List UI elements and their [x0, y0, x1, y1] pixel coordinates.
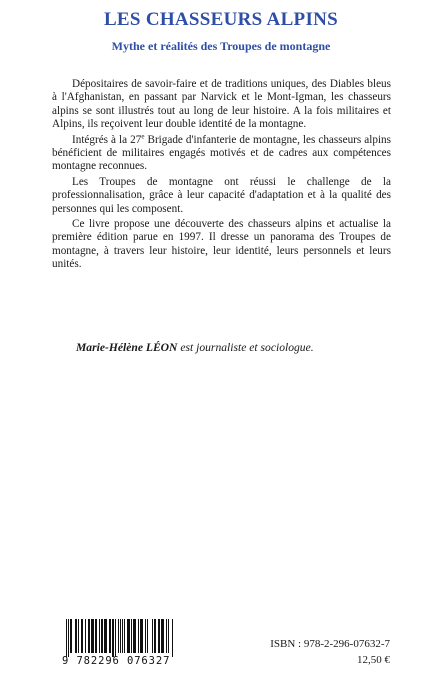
barcode-bar [109, 619, 110, 653]
barcode-bar [120, 619, 121, 653]
barcode-bar [142, 619, 143, 653]
barcode-bar [131, 619, 132, 653]
barcode-bar [145, 619, 146, 653]
book-title: LES CHASSEURS ALPINS [103, 9, 339, 30]
barcode-bar [89, 619, 90, 653]
price-label: 12,50 € [357, 654, 390, 666]
barcode-bar [101, 619, 102, 653]
author-name: Marie-Hélène LÉON [76, 341, 178, 354]
barcode-bar [140, 619, 141, 653]
barcode-bar [152, 619, 153, 653]
barcode-bar [134, 619, 135, 653]
ordinal-superscript: e [141, 131, 145, 140]
blurb-paragraph: Ce livre propose une découverte des chasseurs alpins et actualise la première édition parue en 1997. Il dresse un panorama des Troupes de montagne, à travers leur histoire, leur identité, leurs personnels et leurs unités. [52, 218, 391, 271]
barcode-bar [161, 619, 162, 653]
blurb-text: Intégrés à la 27 [72, 133, 142, 146]
barcode-bars [62, 619, 174, 657]
barcode-bar [172, 619, 173, 657]
barcode-bar [118, 619, 119, 653]
barcode-bar [71, 619, 72, 653]
author-bio [76, 341, 396, 354]
barcode-bar [99, 619, 100, 653]
barcode-bar [133, 619, 134, 653]
barcode-bar [68, 619, 69, 657]
blurb-text: Brigade d'infanterie de montagne, les chasseurs alpins bénéficient de militaires engagés motivés et de cadres aux compétences montagne reconnues. [52, 133, 391, 173]
barcode-bar [135, 619, 136, 653]
barcode-bar [70, 619, 71, 653]
barcode-bar [141, 619, 142, 653]
barcode-bar [75, 619, 76, 653]
barcode-digits: 9 782296 076327 [62, 655, 171, 667]
barcode-bar [122, 619, 123, 653]
barcode-bar [115, 619, 116, 657]
barcode-bar [147, 619, 148, 653]
barcode-bar [96, 619, 97, 653]
barcode-bar [138, 619, 139, 653]
barcode-bar [124, 619, 125, 653]
barcode-bar [95, 619, 96, 653]
blurb-paragraph: Dépositaires de savoir-faire et de traditions uniques, des Diables bleus à l'Afghanistan, en passant par Narvick et le Mont-Igman, les chasseurs alpins se sont illustrés tout au long de leur histoire. A la fois militaires et Alpins, ils reçoivent leur double identité de la montagne. [52, 78, 391, 131]
barcode-bar [113, 619, 114, 657]
barcode-bar [163, 619, 164, 653]
barcode-bar [85, 619, 86, 653]
barcode-bar [91, 619, 92, 653]
blurb-paragraph [52, 131, 391, 174]
barcode-bar [155, 619, 156, 653]
barcode-bar [104, 619, 105, 653]
barcode-bar [166, 619, 167, 653]
isbn-label: ISBN : 978-2-296-07632-7 [270, 638, 390, 650]
barcode-bar [128, 619, 129, 653]
blurb [52, 78, 391, 274]
barcode-bar [162, 619, 163, 653]
barcode-bar [110, 619, 111, 653]
barcode-bar [129, 619, 130, 653]
barcode-bar [93, 619, 94, 653]
barcode-bar [82, 619, 83, 653]
barcode-bar [81, 619, 82, 653]
barcode-bar [66, 619, 67, 657]
author-description: est journaliste et sociologue. [177, 341, 314, 354]
barcode-bar [76, 619, 77, 653]
blurb-paragraph: Les Troupes de montagne ont réussi le challenge de la professionnalisation, grâce à leur capacité d'adaptation et à la qualité des personnes qui les composent. [52, 175, 391, 215]
barcode-bar [106, 619, 107, 653]
barcode-bar [127, 619, 128, 653]
barcode-bar [159, 619, 160, 653]
barcode-bar [105, 619, 106, 653]
barcode-bar [92, 619, 93, 653]
book-subtitle: Mythe et réalités des Troupes de montagne [111, 39, 331, 53]
barcode-bar [112, 619, 113, 657]
barcode [62, 619, 174, 671]
barcode-bar [78, 619, 79, 653]
barcode-bar [88, 619, 89, 653]
barcode-bar [168, 619, 169, 653]
barcode-bar [154, 619, 155, 653]
barcode-bar [158, 619, 159, 653]
barcode-bar [102, 619, 103, 653]
